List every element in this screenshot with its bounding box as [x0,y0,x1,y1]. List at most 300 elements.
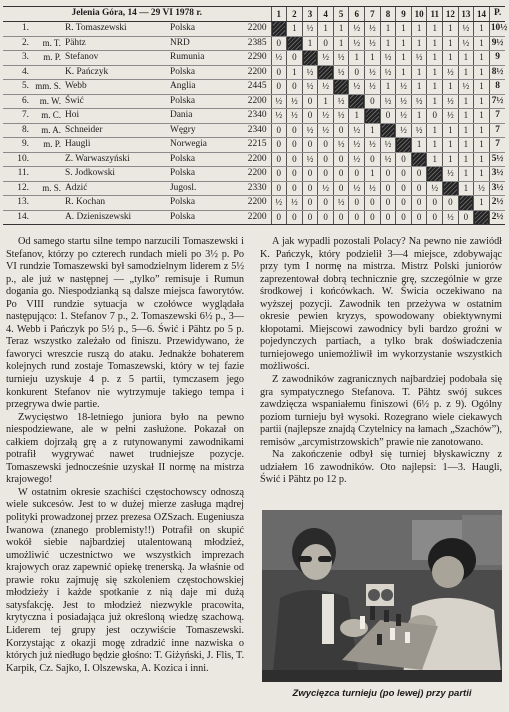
result-cell: 0 [302,94,318,109]
result-cell: 0 [271,210,287,225]
player-points: 7 [489,123,505,138]
article-left-column [6,236,244,675]
result-cell: ½ [365,65,381,80]
diagonal-cell [271,22,287,37]
player-title: m. A. [33,123,63,138]
result-cell: 1 [427,80,443,95]
result-cell: 1 [474,36,490,51]
player-rating: 2200 [233,152,271,167]
crosstable-row [3,196,505,211]
player-rating: 2200 [233,94,271,109]
diagonal-fill [319,66,332,80]
article-paragraph: Na zakończenie odbył się turniej błyskawiczny z udziałem 16 zawodników. Oto najlepsi: 1—3. Haugli, Świć i Pähtz po 12 p. [260,449,502,486]
player-rating: 2385 [233,36,271,51]
tournament-photo [262,510,502,682]
result-cell: ½ [318,80,334,95]
diagonal-fill [475,211,488,225]
player-name: Pähtz [63,36,167,51]
result-cell: ½ [458,22,474,37]
result-cell: 0 [271,80,287,95]
diagonal-cell [443,181,459,196]
result-cell: 1 [427,65,443,80]
result-cell: ½ [458,80,474,95]
result-cell: 0 [411,167,427,182]
result-cell: ½ [443,65,459,80]
player-rating: 2290 [233,51,271,66]
player-rank: 9. [3,138,33,153]
player-federation: Polska [167,65,233,80]
result-cell: ½ [302,65,318,80]
diagonal-cell [287,36,303,51]
result-cell: 0 [443,196,459,211]
diagonal-cell [365,109,381,124]
result-cell: ½ [302,22,318,37]
crosstable-row [3,36,505,51]
player-name: Haugli [63,138,167,153]
player-federation: Anglia [167,80,233,95]
player-federation: Polska [167,152,233,167]
result-cell: ½ [349,36,365,51]
diagonal-fill [397,138,410,152]
result-cell: ½ [349,138,365,153]
result-cell: 1 [443,80,459,95]
player-rating: 2215 [233,138,271,153]
diagonal-cell [349,94,365,109]
result-cell: 0 [365,94,381,109]
player-title: m. W. [33,94,63,109]
player-points: 9 [489,51,505,66]
result-cell: 0 [380,109,396,124]
player-rank: 3. [3,51,33,66]
player-title: m. S. [33,181,63,196]
result-cell: 0 [411,181,427,196]
player-name: K. Pańczyk [63,65,167,80]
result-cell: ½ [333,65,349,80]
result-cell: 1 [443,51,459,66]
article-paragraph: Z zawodników zagranicznych najbardziej podobała się gra sympatycznego Stefanova. T. Pähtz swój sukces zawdzięcza wspaniałemu finiszowi (6½ p. z 9). Ogólny poziom turnieju był wysoki. Rozegrano wiele ciekawych partii (najlepsze znajdą Czytelnicy na łamach „Szachów”), remisów „arcymistrzowskich” prawie nie zanotowano. [260,374,502,448]
player-name: Adzić [63,181,167,196]
player-rank: 10. [3,152,33,167]
diagonal-fill [288,37,301,51]
result-cell: ½ [396,80,412,95]
result-cell: 1 [427,94,443,109]
result-cell: 0 [333,181,349,196]
result-cell: ½ [318,123,334,138]
result-cell: ½ [396,123,412,138]
result-cell: ½ [333,94,349,109]
player-name: Stefanov [63,51,167,66]
player-name: A. Dzieniszewski [63,210,167,225]
result-cell: 0 [380,167,396,182]
player-name: R. Kochan [63,196,167,211]
crosstable-row [3,22,505,37]
player-federation: Polska [167,94,233,109]
round-header: 13 [458,7,474,22]
result-cell: 1 [411,80,427,95]
result-cell: 1 [287,22,303,37]
crosstable-header [3,7,505,22]
result-cell: 1 [443,138,459,153]
result-cell: 1 [302,36,318,51]
crosstable-row [3,138,505,153]
player-rating: 2200 [233,210,271,225]
result-cell: 1 [396,22,412,37]
result-cell: 1 [333,36,349,51]
result-cell: 0 [287,80,303,95]
result-cell: 0 [271,123,287,138]
result-cell: 1 [474,152,490,167]
round-header: 6 [349,7,365,22]
result-cell: ½ [287,196,303,211]
result-cell: 1 [427,138,443,153]
result-cell: 0 [287,138,303,153]
player-points: 2½ [489,210,505,225]
result-cell: 0 [287,123,303,138]
player-title [33,152,63,167]
player-federation: Polska [167,167,233,182]
result-cell: 0 [333,152,349,167]
diagonal-cell [396,138,412,153]
player-title: m. T. [33,36,63,51]
round-header: 14 [474,7,490,22]
result-cell: ½ [333,138,349,153]
player-rank: 5. [3,80,33,95]
result-cell: ½ [380,65,396,80]
result-cell: 0 [365,152,381,167]
result-cell: 1 [474,138,490,153]
diagonal-fill [366,109,379,123]
result-cell: ½ [271,109,287,124]
result-cell: 1 [380,22,396,37]
player-rating: 2330 [233,181,271,196]
diagonal-fill [335,80,348,94]
player-points: 7 [489,109,505,124]
result-cell: 1 [474,196,490,211]
player-federation: Jugosl. [167,181,233,196]
result-cell: 1 [427,36,443,51]
result-cell: ½ [411,94,427,109]
result-cell: 0 [333,210,349,225]
player-points: 10½ [489,22,505,37]
result-cell: 1 [318,94,334,109]
result-cell: 1 [349,51,365,66]
result-cell: 1 [458,167,474,182]
result-cell: ½ [349,80,365,95]
round-header: 2 [287,7,303,22]
player-points: 8 [489,80,505,95]
result-cell: ½ [443,167,459,182]
result-cell: 0 [411,210,427,225]
crosstable-row [3,167,505,182]
player-points: 8½ [489,65,505,80]
result-cell: 1 [458,181,474,196]
result-cell: 1 [365,123,381,138]
round-header: 8 [380,7,396,22]
result-cell: 0 [318,167,334,182]
diagonal-cell [302,51,318,66]
result-cell: ½ [318,109,334,124]
result-cell: 0 [287,210,303,225]
player-federation: NRD [167,36,233,51]
diagonal-cell [427,167,443,182]
result-cell: ½ [287,94,303,109]
result-cell: 1 [365,51,381,66]
result-cell: 1 [411,36,427,51]
player-rank: 1. [3,22,33,37]
diagonal-cell [458,196,474,211]
diagonal-fill [460,196,473,210]
result-cell: 0 [333,167,349,182]
result-cell: ½ [302,80,318,95]
result-cell: 1 [458,109,474,124]
article-paragraph: Zwycięstwo 18-letniego juniora było na pewno niespodziewane, ale w pełni zasłużone. Pokazał on całkiem dojrzałą grę a z rutynowanymi zawodnikami potrafił wygrywać nawet trudniejsze pozycje. Tomaszewski jednocześnie uzyskał II normę na mistrza krajowego! [6,411,244,486]
player-name: Świć [63,94,167,109]
result-cell: 1 [396,65,412,80]
result-cell: 1 [474,65,490,80]
result-cell: ½ [396,94,412,109]
result-cell: 0 [302,167,318,182]
diagonal-cell [333,80,349,95]
result-cell: ½ [365,36,381,51]
player-federation: Dania [167,109,233,124]
diagonal-fill [444,182,457,196]
diagonal-cell [474,210,490,225]
player-rank: 8. [3,123,33,138]
player-name: Schneider [63,123,167,138]
photo-image [262,510,502,682]
result-cell: 0 [318,36,334,51]
result-cell: 1 [443,152,459,167]
player-rating: 2200 [233,65,271,80]
result-cell: ½ [349,123,365,138]
article-paragraph: A jak wypadli pozostali Polacy? Na pewno nie zawiódł K. Pańczyk, który podzielił 3—4 miejsce, zdobywając przy tym I normę na mistrza. Mistrz Polski juniorów zaprezentował dobrą technicznie grę, szczególnie w grze środkowej i końcówkach. W. Świcia oczekiwano na wyższej pozycji. Zawodnik ten przeżywa w ostatnim okresie pewien kryzys, spowodowany obiektywnymi kłopotami. Miejscowi zawodnicy byli bardzo groźni w pojedynczych partiach, a tylko brak doświadczenia turniejowego uniemożliwił im wykorzystanie wszystkich możliwości. [260,236,502,373]
result-cell: ½ [380,51,396,66]
result-cell: 1 [474,80,490,95]
player-points: 3½ [489,181,505,196]
player-name: R. Tomaszewski [63,22,167,37]
result-cell: 0 [271,36,287,51]
result-cell: ½ [443,210,459,225]
result-cell: 0 [271,167,287,182]
result-cell: ½ [349,181,365,196]
result-cell: 1 [458,51,474,66]
result-cell: 0 [427,109,443,124]
result-cell: ½ [271,51,287,66]
player-rank: 12. [3,181,33,196]
result-cell: ½ [349,152,365,167]
result-cell: 1 [396,36,412,51]
round-header: 3 [302,7,318,22]
result-cell: 0 [349,167,365,182]
player-rank: 7. [3,109,33,124]
crosstable-row [3,80,505,95]
result-cell: 0 [411,196,427,211]
result-cell: 0 [365,196,381,211]
result-cell: 0 [287,167,303,182]
event-title: Jelenia Góra, 14 — 29 VI 1978 r. [3,7,271,22]
round-header: 4 [318,7,334,22]
result-cell: 1 [458,138,474,153]
result-cell: 0 [365,210,381,225]
result-cell: ½ [302,152,318,167]
player-rating: 2340 [233,109,271,124]
crosstable-body [3,22,508,225]
diagonal-fill [350,95,363,109]
player-title [33,196,63,211]
round-header: 7 [365,7,381,22]
player-federation: Polska [167,210,233,225]
player-name: Hoi [63,109,167,124]
player-points: 7½ [489,94,505,109]
result-cell: 0 [318,196,334,211]
crosstable [3,6,508,225]
player-rank: 4. [3,65,33,80]
result-cell: 1 [474,123,490,138]
round-header: 1 [271,7,287,22]
result-cell: 1 [458,123,474,138]
player-federation: Polska [167,196,233,211]
player-name: Webb [63,80,167,95]
result-cell: 1 [396,51,412,66]
player-title [33,22,63,37]
result-cell: ½ [271,94,287,109]
result-cell: 1 [443,123,459,138]
result-cell: 0 [396,181,412,196]
result-cell: ½ [318,51,334,66]
result-cell: ½ [349,22,365,37]
result-cell: 0 [302,181,318,196]
article-paragraph: Od samego startu silne tempo narzucili Tomaszewski i Stefanov, którzy po czterech rundach mieli po 3½ p. Po VI rundzie Tomaszewski był samodzielnym liderem z 5½ p., ale już w następnej — „tylko” remisuje i Rumun dogania go. Niespodzianką są dalsze miejsca faworytów. Po VIII rundzie sytuacja w czołówce wyglądała następująco: 1. Stefanov 7 p., 2. Tomaszewski 6½ p., 3—4. Webb i Pańczyk po 5½ p., 5—6. Świć i Pähtz po 5 p. Teraz wszystko zależało od finiszu. Przewidywano, że faworyci wreszcie ruszą do ataku. Jednakże bohaterem kolejnych rund zostaje Tomaszewski, który w tej fazie turnieju uzyskuje 4 p. z 5 partii, tymczasem jego konkurent Stefanov nie wytrzymuje takiego tempa i przegrywa dwie partie. [6,236,244,411]
result-cell: 0 [302,109,318,124]
crosstable-row [3,210,505,225]
result-cell: 0 [271,181,287,196]
result-cell: ½ [380,94,396,109]
points-header: P. [489,7,505,22]
crosstable-row [3,51,505,66]
round-header: 11 [427,7,443,22]
crosstable-row [3,94,505,109]
result-cell: 0 [396,196,412,211]
result-cell: ½ [365,181,381,196]
player-points: 5½ [489,152,505,167]
result-cell: 1 [427,152,443,167]
result-cell: ½ [396,109,412,124]
player-points: 9½ [489,36,505,51]
player-rating: 2200 [233,22,271,37]
result-cell: 1 [411,22,427,37]
result-cell: 1 [411,65,427,80]
player-rank: 13. [3,196,33,211]
crosstable-row [3,123,505,138]
result-cell: 0 [302,138,318,153]
player-federation: Norwegia [167,138,233,153]
crosstable-row [3,152,505,167]
result-cell: 0 [396,152,412,167]
player-rating: 2200 [233,196,271,211]
result-cell: 0 [427,196,443,211]
diagonal-cell [411,152,427,167]
result-cell: 0 [380,181,396,196]
result-cell: 1 [427,123,443,138]
round-header: 5 [333,7,349,22]
result-cell: 0 [396,167,412,182]
result-cell: 1 [427,22,443,37]
player-name: S. Jodkowski [63,167,167,182]
result-cell: 0 [380,210,396,225]
result-cell: 0 [271,152,287,167]
result-cell: ½ [365,22,381,37]
player-rating: 2340 [233,123,271,138]
article-right-column [260,236,502,487]
player-title: m. P. [33,51,63,66]
result-cell: 0 [318,152,334,167]
result-cell: 0 [302,196,318,211]
result-cell: ½ [365,80,381,95]
player-rank: 14. [3,210,33,225]
result-cell: 1 [380,80,396,95]
player-points: 2½ [489,196,505,211]
diagonal-cell [380,123,396,138]
player-federation: Węgry [167,123,233,138]
diagonal-fill [413,153,426,167]
result-cell: ½ [333,51,349,66]
result-cell: 0 [396,210,412,225]
result-cell: 1 [443,36,459,51]
result-cell: 1 [474,22,490,37]
result-cell: 1 [474,109,490,124]
result-cell: ½ [318,181,334,196]
result-cell: ½ [427,181,443,196]
player-points: 7 [489,138,505,153]
result-cell: 1 [318,22,334,37]
result-cell: ½ [287,109,303,124]
result-cell: ½ [333,109,349,124]
result-cell: ½ [302,123,318,138]
player-federation: Rumunia [167,51,233,66]
player-title: m. P. [33,138,63,153]
diagonal-cell [318,65,334,80]
round-header: 10 [411,7,427,22]
result-cell: 1 [411,109,427,124]
result-cell: 0 [271,65,287,80]
result-cell: 1 [458,152,474,167]
result-cell: 0 [318,138,334,153]
player-title [33,167,63,182]
result-cell: 1 [349,109,365,124]
result-cell: 1 [411,138,427,153]
player-federation: Polska [167,22,233,37]
result-cell: ½ [443,94,459,109]
result-cell: 1 [443,22,459,37]
result-cell: 1 [365,167,381,182]
result-cell: 1 [380,36,396,51]
player-title [33,65,63,80]
result-cell: ½ [474,181,490,196]
player-rank: 6. [3,94,33,109]
result-cell: ½ [443,109,459,124]
result-cell: 0 [302,210,318,225]
result-cell: 0 [333,123,349,138]
player-name: Z. Warwaszyński [63,152,167,167]
diagonal-fill [273,22,286,36]
result-cell: 1 [474,167,490,182]
result-cell: ½ [365,138,381,153]
crosstable-row [3,109,505,124]
result-cell: 0 [427,210,443,225]
result-cell: 0 [287,51,303,66]
result-cell: 1 [458,65,474,80]
photo-caption: Zwycięzca turnieju (po lewej) przy partii [292,688,472,699]
